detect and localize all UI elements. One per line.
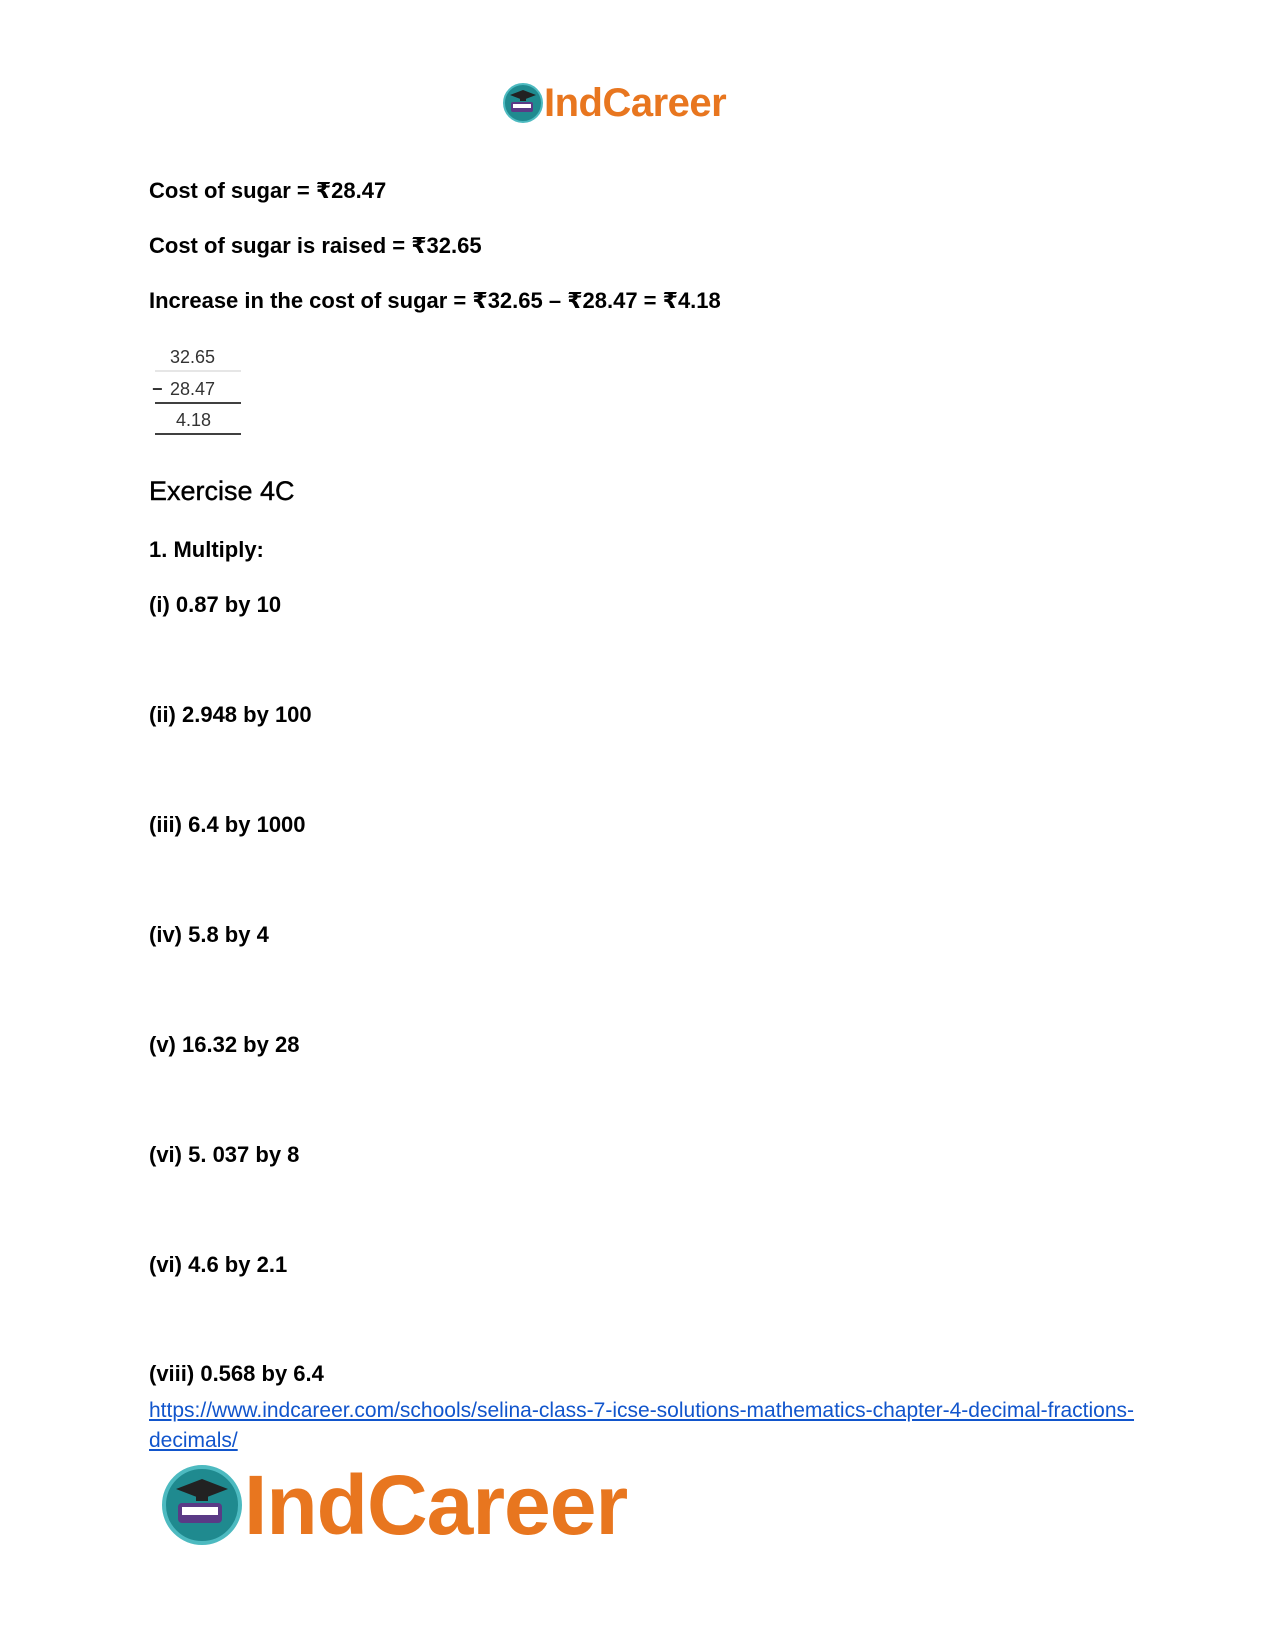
cost-of-sugar-line: Cost of sugar = ₹28.47 <box>149 178 387 203</box>
subtraction-calculation <box>152 344 244 436</box>
exercise-item: (iii) 6.4 by 1000 <box>149 812 306 837</box>
exercise-item: (i) 0.87 by 10 <box>149 592 282 617</box>
footer-logo <box>160 1460 627 1550</box>
source-link[interactable]: https://www.indcareer.com/schools/selina-class-7-icse-solutions-mathematics-chapter-4-decimal-fractions-decimals/ <box>149 1399 1135 1452</box>
exercise-item: (viii) 0.568 by 6.4 <box>149 1361 324 1386</box>
calc-result: 4.18 <box>176 410 212 430</box>
question-text: 1. Multiply: <box>149 537 264 562</box>
calc-minuend: 32.65 <box>170 347 216 367</box>
brand-name: IndCareer <box>544 81 727 125</box>
calc-subtrahend: 28.47 <box>170 379 216 399</box>
globe-book-icon <box>502 82 544 124</box>
header-logo <box>502 80 726 126</box>
calc-operator: − <box>152 379 163 399</box>
globe-book-icon <box>160 1463 244 1547</box>
increase-line: Increase in the cost of sugar = ₹32.65 – ₹28.47 = ₹4.18 <box>149 288 721 313</box>
exercise-heading: Exercise 4C <box>149 476 295 506</box>
brand-name: IndCareer <box>244 1458 628 1552</box>
exercise-item: (ii) 2.948 by 100 <box>149 702 312 727</box>
cost-raised-line: Cost of sugar is raised = ₹32.65 <box>149 233 482 258</box>
exercise-item: (v) 16.32 by 28 <box>149 1032 300 1057</box>
exercise-item: (vi) 4.6 by 2.1 <box>149 1252 288 1277</box>
exercise-item: (iv) 5.8 by 4 <box>149 922 269 947</box>
exercise-item: (vi) 5. 037 by 8 <box>149 1142 300 1167</box>
